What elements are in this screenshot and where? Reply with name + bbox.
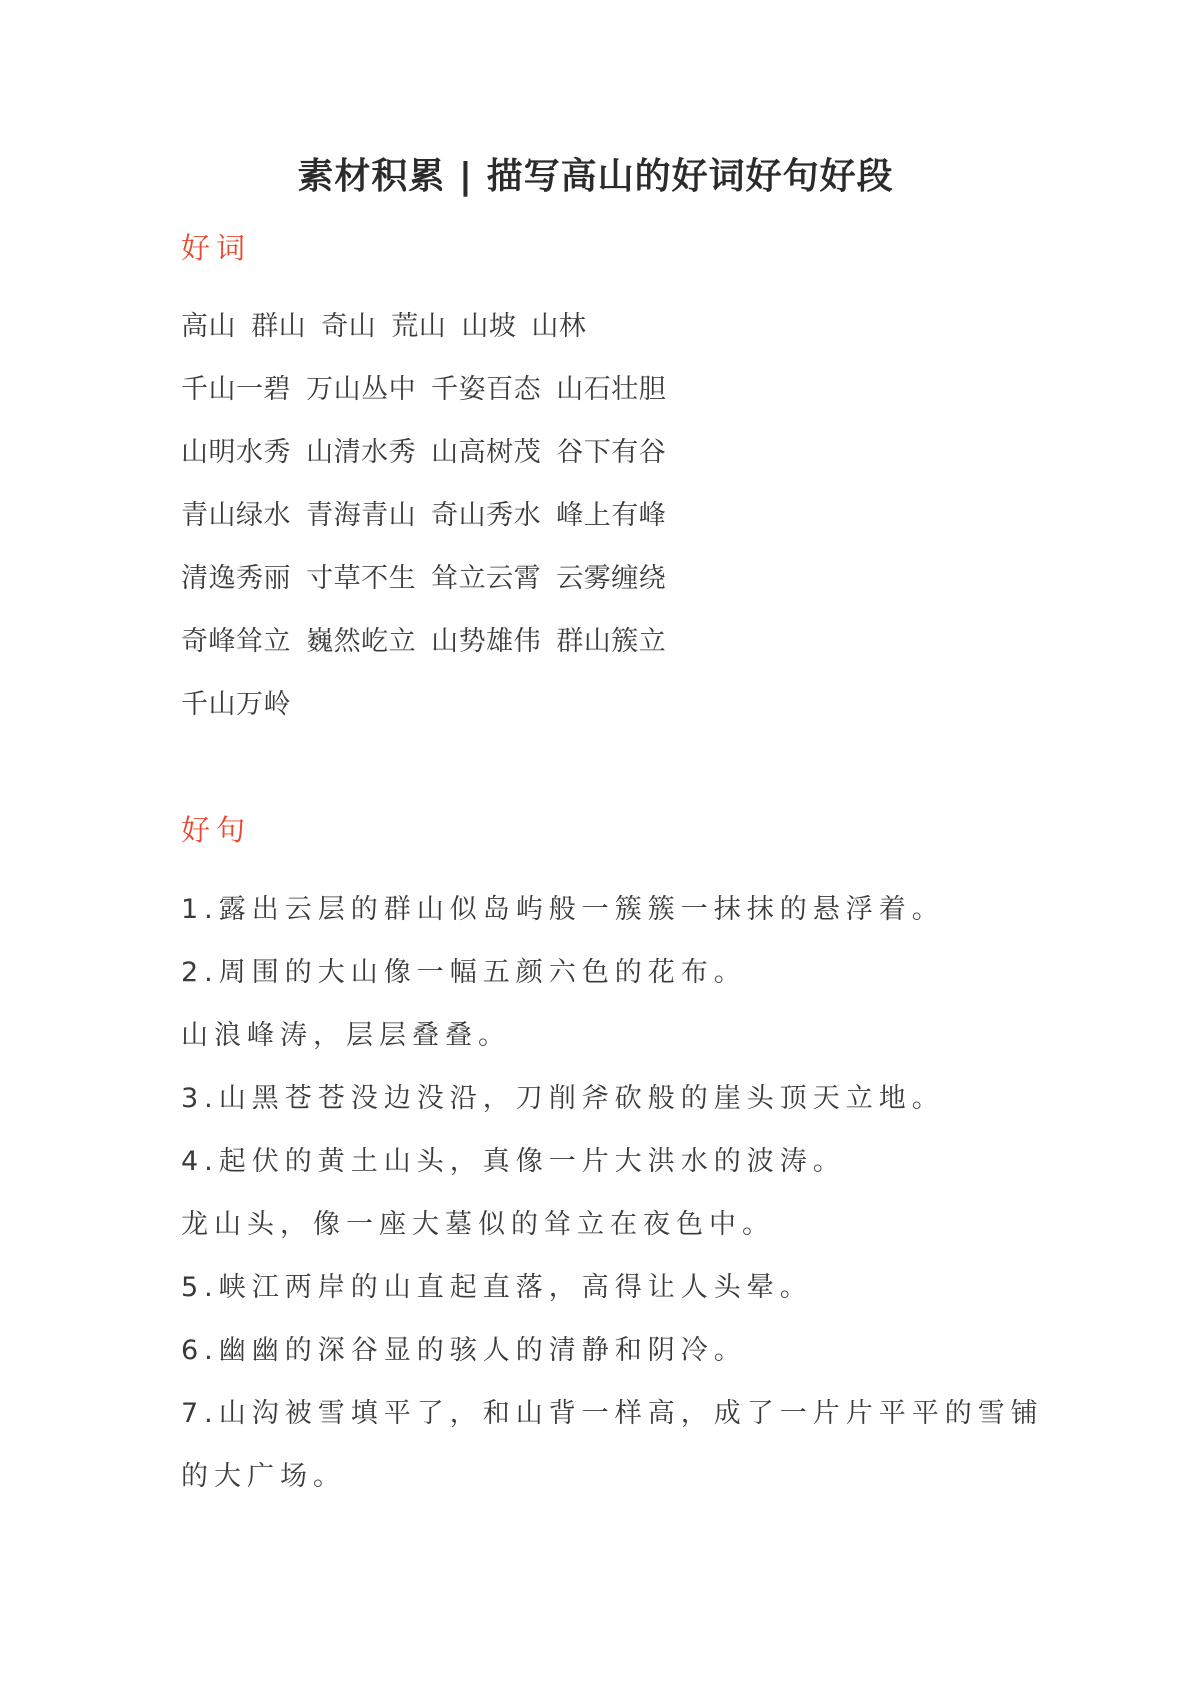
sentence-line: 5.峡江两岸的山直起直落，高得让人头晕。 — [181, 1272, 813, 1303]
sentence-line: 3.山黑苍苍没边没沿，刀削斧砍般的崖头顶天立地。 — [181, 1083, 945, 1114]
word-line: 千山万岭 — [181, 689, 291, 720]
sentence-line: 的大广场。 — [181, 1461, 346, 1492]
good-sentences-list — [181, 878, 1044, 1508]
sentence-line: 山浪峰涛，层层叠叠。 — [181, 1020, 511, 1051]
word-line: 青山绿水 青海青山 奇山秀水 峰上有峰 — [181, 500, 667, 531]
good-words-list — [181, 295, 666, 736]
word-line: 千山一碧 万山丛中 千姿百态 山石壮胆 — [181, 374, 667, 405]
good-sentences-heading: 好句 — [181, 813, 252, 847]
sentence-line: 2.周围的大山像一幅五颜六色的花布。 — [181, 957, 747, 988]
sentence-line: 4.起伏的黄土山头，真像一片大洪水的波涛。 — [181, 1146, 846, 1177]
good-words-heading: 好词 — [181, 231, 252, 265]
word-line: 清逸秀丽 寸草不生 耸立云霄 云雾缠绕 — [181, 563, 667, 594]
sentence-line: 1.露出云层的群山似岛屿般一簇簇一抹抹的悬浮着。 — [181, 894, 945, 925]
word-line: 奇峰耸立 巍然屹立 山势雄伟 群山簇立 — [181, 626, 667, 657]
page-title: 素材积累 | 描写高山的好词好句好段 — [297, 156, 894, 197]
word-line: 山明水秀 山清水秀 山高树茂 谷下有谷 — [181, 437, 667, 468]
word-line: 高山 群山 奇山 荒山 山坡 山林 — [181, 311, 587, 342]
sentence-line: 6.幽幽的深谷显的骇人的清静和阴冷。 — [181, 1335, 747, 1366]
sentence-line: 龙山头，像一座大墓似的耸立在夜色中。 — [181, 1209, 775, 1240]
sentence-line: 7.山沟被雪填平了，和山背一样高，成了一片片平平的雪铺 — [181, 1398, 1044, 1429]
